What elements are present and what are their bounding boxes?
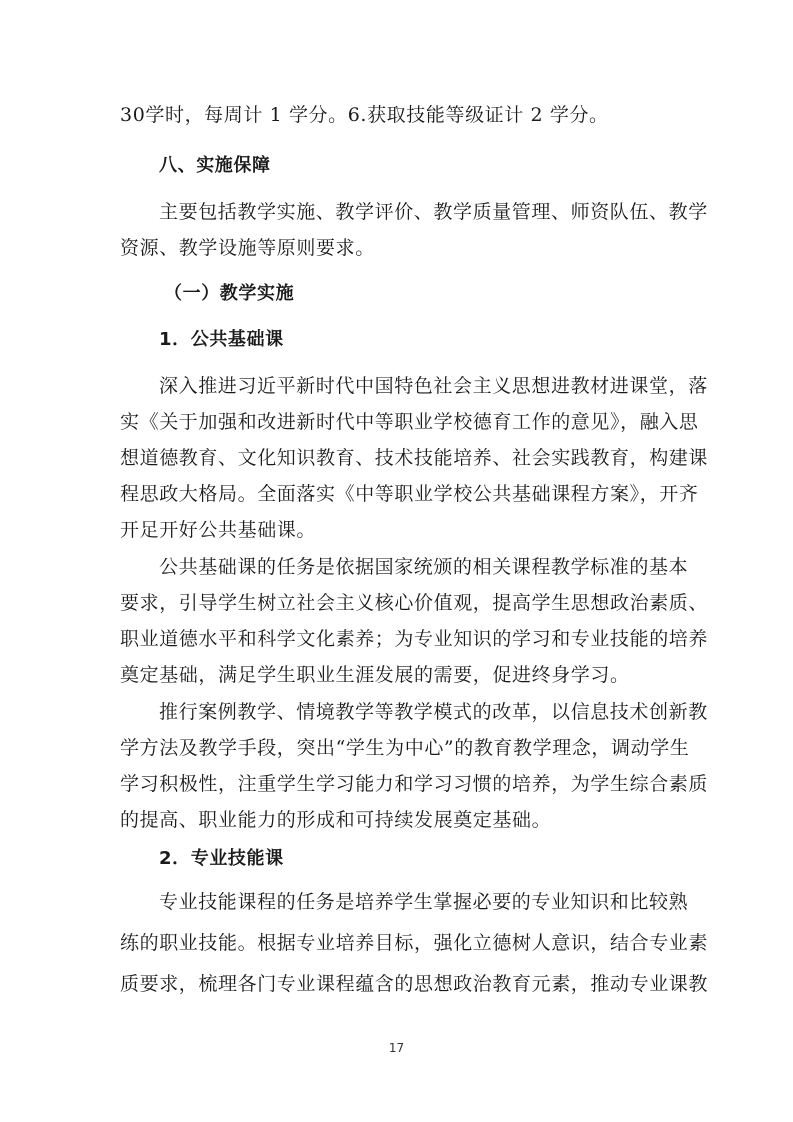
body-line: 学习积极性，注重学生学习能力和学习习惯的培养，为学生综合素质 <box>120 773 709 795</box>
body-line: 公共基础课的任务是依据国家统颁的相关课程教学标准的基本 <box>159 556 689 578</box>
body-line: 的提高、职业能力的形成和可持续发展奠定基础。 <box>120 809 552 831</box>
body-line: 奠定基础，满足学生职业生涯发展的需要，促进终身学习。 <box>120 664 630 686</box>
body-line: 开足开好公共基础课。 <box>120 519 317 541</box>
body-line: 30学时，每周计 1 学分。6.获取技能等级证计 2 学分。 <box>120 104 609 126</box>
body-line: 练的职业技能。根据专业培养目标，强化立德树人意识，结合专业素 <box>120 932 709 954</box>
body-line: 想道德教育、文化知识教育、技术技能培养、社会实践教育，构建课 <box>120 447 709 469</box>
body-line: 推行案例教学、情境教学等教学模式的改革，以信息技术创新教 <box>159 701 708 723</box>
page-number: 17 <box>388 1041 405 1055</box>
body-line: 质要求，梳理各门专业课程蕴含的思想政治教育元素，推动专业课教 <box>120 973 709 995</box>
body-line: 实《关于加强和改进新时代中等职业学校德育工作的意见》，融入思 <box>120 411 699 433</box>
item-heading: 1．公共基础课 <box>159 329 284 350</box>
body-line: 职业道德水平和科学文化素养；为专业知识的学习和专业技能的培养 <box>120 628 709 650</box>
body-line: 专业技能课程的任务是培养学生掌握必要的专业知识和比较熟 <box>159 891 689 913</box>
body-line: 要求，引导学生树立社会主义核心价值观，提高学生思想政治素质、 <box>120 592 709 614</box>
body-line: 深入推进习近平新时代中国特色社会主义思想进教材进课堂，落 <box>159 375 708 397</box>
item-heading: 2．专业技能课 <box>159 848 284 869</box>
section-heading: 八、实施保障 <box>159 155 271 176</box>
body-line: 程思政大格局。全面落实《中等职业学校公共基础课程方案》，开齐 <box>120 483 699 505</box>
body-line: 学方法及教学手段，突出“学生为中心”的教育教学理念，调动学生 <box>120 737 690 759</box>
subsection-heading: （一）教学实施 <box>164 283 295 304</box>
body-line: 资源、教学设施等原则要求。 <box>120 237 375 259</box>
body-line: 主要包括教学实施、教学评价、教学质量管理、师资队伍、教学 <box>159 201 708 223</box>
